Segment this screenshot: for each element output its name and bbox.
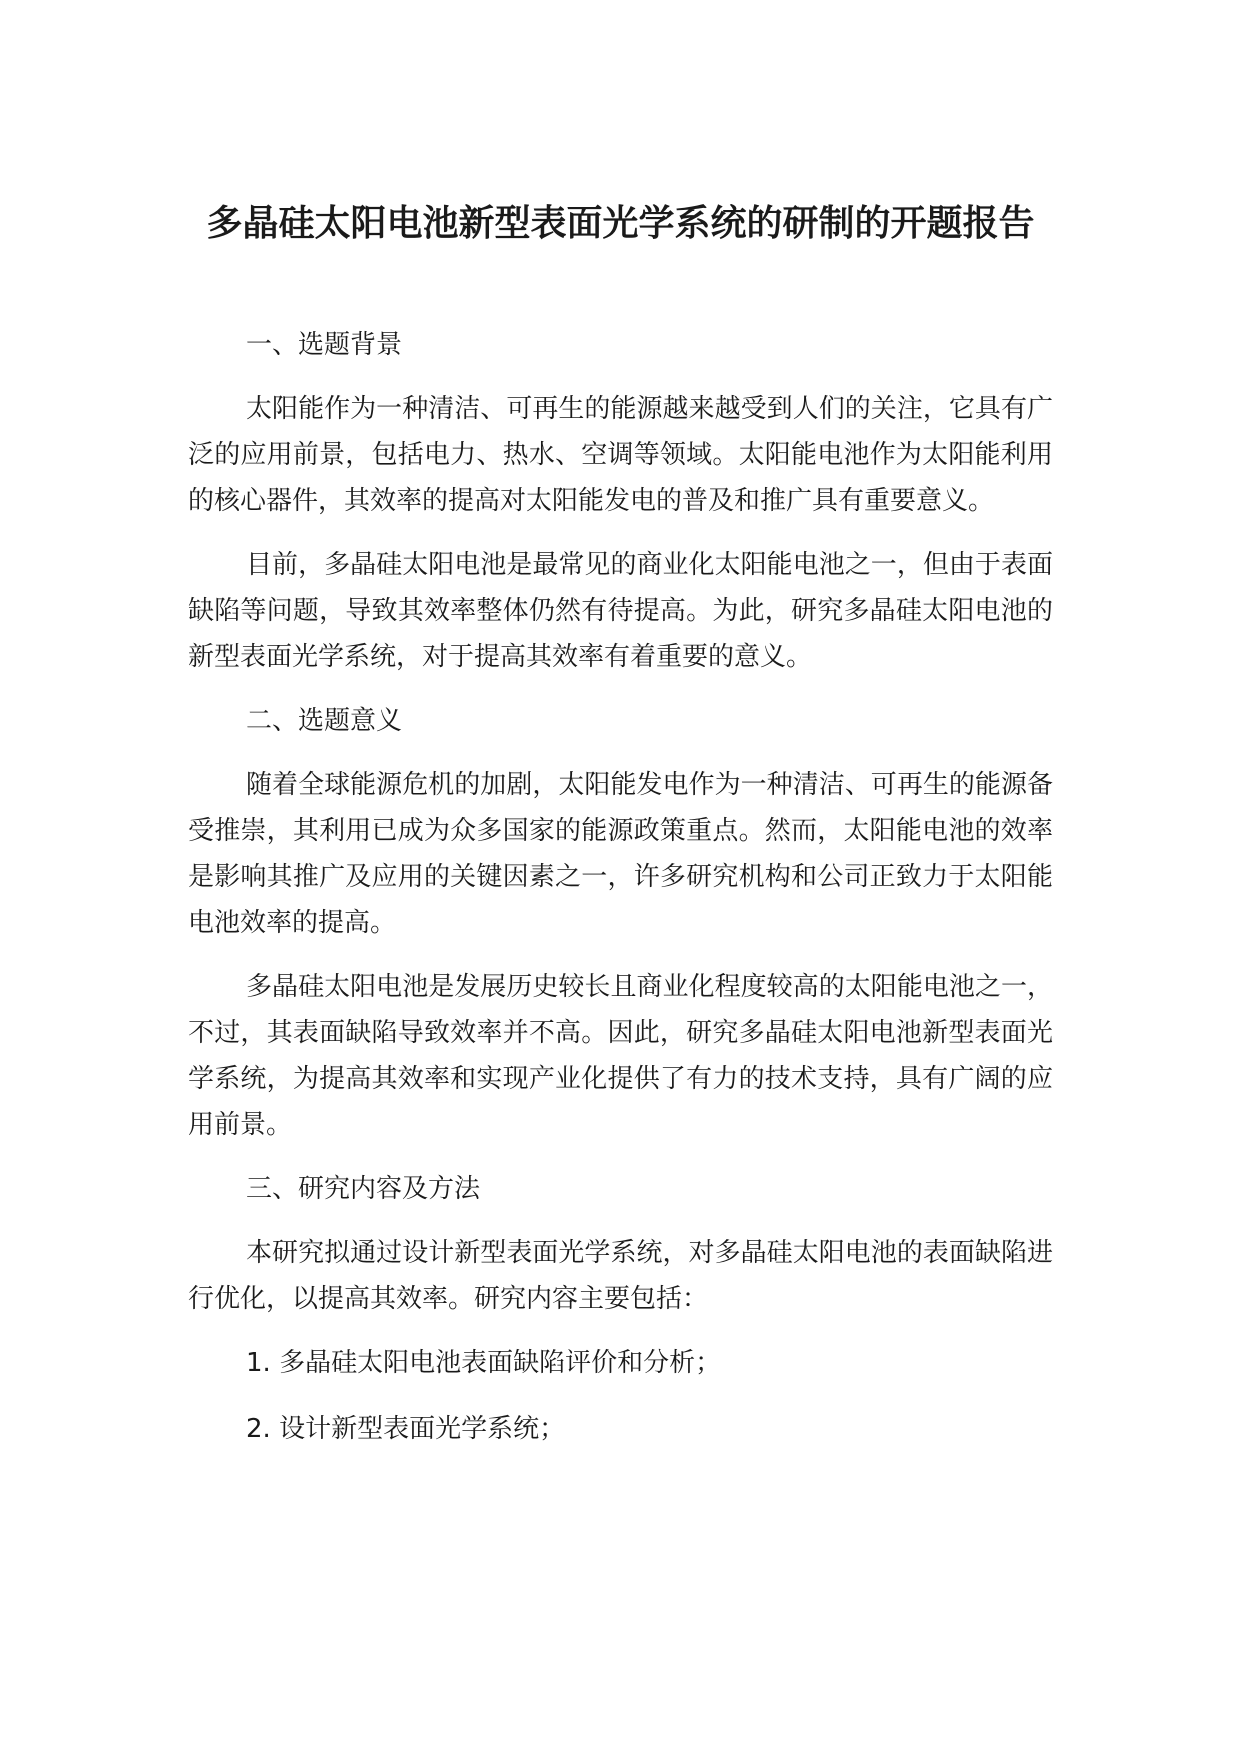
document-title: 多晶硅太阳电池新型表面光学系统的研制的开题报告: [206, 203, 1035, 244]
paragraph: 多晶硅太阳电池是发展历史较长且商业化程度较高的太阳能电池之一，不过，其表面缺陷导致效率并不高。因此，研究多晶硅太阳电池新型表面光学系统，为提高其效率和实现产业化提供了有力的技术支持，具有广阔的应用前景。: [188, 972, 1053, 1140]
list-item: 1. 多晶硅太阳电池表面缺陷评价和分析；: [246, 1348, 722, 1378]
paragraph: 随着全球能源危机的加剧，太阳能发电作为一种清洁、可再生的能源备受推崇，其利用已成为众多国家的能源政策重点。然而，太阳能电池的效率是影响其推广及应用的关键因素之一，许多研究机构和公司正致力于太阳能电池效率的提高。: [188, 770, 1053, 938]
paragraph: 目前，多晶硅太阳电池是最常见的商业化太阳能电池之一，但由于表面缺陷等问题，导致其效率整体仍然有待提高。为此，研究多晶硅太阳电池的新型表面光学系统，对于提高其效率有着重要的意义。: [188, 550, 1053, 672]
paragraph: 本研究拟通过设计新型表面光学系统，对多晶硅太阳电池的表面缺陷进行优化，以提高其效率。研究内容主要包括：: [188, 1238, 1053, 1314]
list-item: 2. 设计新型表面光学系统；: [246, 1414, 566, 1444]
section-heading-background: 一、选题背景: [246, 330, 403, 360]
paragraph: 太阳能作为一种清洁、可再生的能源越来越受到人们的关注，它具有广泛的应用前景，包括电力、热水、空调等领域。太阳能电池作为太阳能利用的核心器件，其效率的提高对太阳能发电的普及和推广具有重要意义。: [188, 394, 1053, 516]
section-heading-methods: 三、研究内容及方法: [246, 1174, 481, 1204]
document-body: [188, 322, 1053, 1452]
section-heading-significance: 二、选题意义: [246, 706, 403, 736]
